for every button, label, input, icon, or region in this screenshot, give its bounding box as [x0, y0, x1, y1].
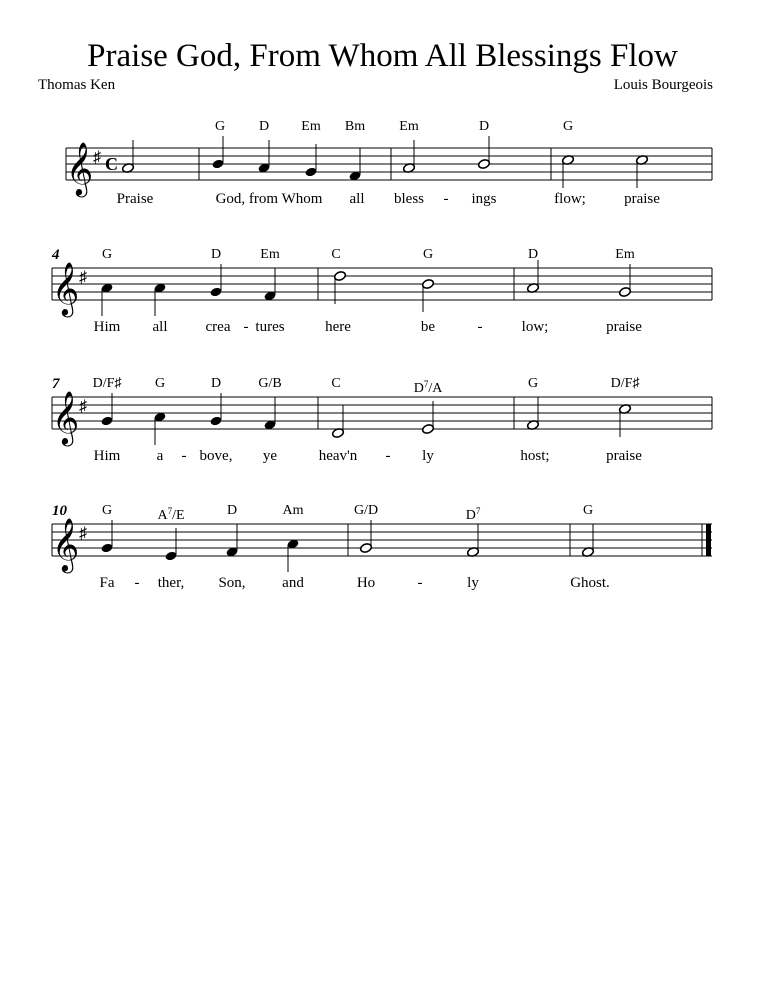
- chord-symbol: G: [214, 119, 226, 134]
- lyric: -: [385, 448, 391, 464]
- chord-symbol: D/F♯: [610, 376, 640, 391]
- lyric: ye: [262, 448, 278, 464]
- lyric: ly: [467, 575, 479, 591]
- lyric: -: [477, 319, 483, 335]
- chord-symbol-d7: $D^7$: [465, 506, 481, 523]
- lyric: praise: [624, 191, 660, 207]
- chord-symbol: D/F♯: [92, 376, 122, 391]
- key-sharp-icon: ♯: [79, 269, 87, 286]
- lyric: praise: [606, 319, 642, 335]
- lyric: flow;: [554, 191, 586, 207]
- staff-2: [0, 246, 765, 356]
- measure-number: 10: [52, 503, 67, 519]
- chord-symbol: G: [101, 503, 113, 518]
- lyric: Ghost.: [570, 575, 610, 591]
- chord-symbol: Em: [399, 119, 419, 134]
- lyricist-credit: Thomas Ken: [38, 77, 116, 93]
- treble-clef-icon: 𝄞: [66, 141, 94, 195]
- key-sharp-icon: ♯: [79, 525, 87, 542]
- measure-number: 4: [52, 247, 60, 263]
- composer-credit: Louis Bourgeois: [613, 77, 713, 93]
- chord-symbol: Bm: [344, 119, 366, 134]
- chord-symbol: Am: [282, 503, 304, 518]
- chord-symbol: G/D: [353, 503, 379, 518]
- chord-symbol: G: [101, 247, 113, 262]
- lyric: be: [420, 319, 436, 335]
- chord-symbol: D: [258, 119, 270, 134]
- lyric: all: [152, 319, 168, 335]
- chord-symbol-d7a: $D^7/A$: [413, 379, 443, 396]
- key-sharp-icon: ♯: [79, 398, 87, 415]
- lyric: all: [349, 191, 365, 207]
- lyric: praise: [606, 448, 642, 464]
- chord-symbol: G/B: [258, 376, 282, 391]
- lyric: Ho: [356, 575, 376, 591]
- lyric: God, from Whom: [215, 191, 323, 207]
- chord-symbol: G: [562, 119, 574, 134]
- staff-system-3: [0, 375, 765, 485]
- common-time-icon: C: [105, 154, 118, 174]
- lyric: Him: [93, 319, 121, 335]
- chord-symbol-a7e: $A^7/E$: [157, 506, 185, 523]
- staff-3: [0, 375, 765, 485]
- staff-system-2: [0, 246, 765, 356]
- staff-4: [0, 502, 765, 612]
- chord-symbol: C: [331, 247, 341, 262]
- chord-symbol: G: [582, 503, 594, 518]
- treble-clef-icon: 𝄞: [52, 261, 80, 315]
- lyric: Fa: [99, 575, 115, 591]
- notes: [101, 393, 632, 445]
- lyric: -: [181, 448, 187, 464]
- lyric: ings: [471, 191, 497, 207]
- chord-symbol: G: [527, 376, 539, 391]
- final-barline: [706, 524, 711, 556]
- lyric: crea: [205, 319, 231, 335]
- treble-clef-icon: 𝄞: [52, 517, 80, 571]
- chord-symbol: D: [210, 247, 222, 262]
- measure-number: 7: [52, 376, 60, 392]
- song-title: Praise God, From Whom All Blessings Flow: [87, 38, 678, 74]
- chord-symbol: G: [422, 247, 434, 262]
- lyric: -: [134, 575, 140, 591]
- lyric: -: [417, 575, 423, 591]
- chord-symbol: D: [226, 503, 238, 518]
- staff-system-4: [0, 502, 765, 612]
- lyric: ly: [422, 448, 434, 464]
- treble-clef-icon: 𝄞: [52, 390, 80, 444]
- lyric: -: [243, 319, 249, 335]
- chord-symbol: D: [478, 119, 490, 134]
- chord-symbol: Em: [301, 119, 321, 134]
- lyric: bless: [394, 191, 424, 207]
- lyric: here: [325, 319, 351, 335]
- lyric: tures: [255, 319, 285, 335]
- lyric: host;: [520, 448, 550, 464]
- lyric: bove,: [199, 448, 233, 464]
- chord-symbol: Em: [260, 247, 280, 262]
- chord-symbol: G: [154, 376, 166, 391]
- lyric: heav'n: [318, 448, 358, 464]
- lyric: Him: [93, 448, 121, 464]
- lyric: -: [443, 191, 449, 207]
- chord-symbol: D: [210, 376, 222, 391]
- staff-system-1: [0, 118, 765, 228]
- lyric: a: [156, 448, 164, 464]
- chord-symbol: C: [331, 376, 341, 391]
- lyric: and: [282, 575, 304, 591]
- lyric: Son,: [218, 575, 246, 591]
- staff-1: [0, 118, 765, 228]
- lyric: low;: [521, 319, 549, 335]
- chord-symbol: D: [527, 247, 539, 262]
- lyric: Praise: [116, 191, 154, 207]
- key-sharp-icon: ♯: [93, 149, 101, 166]
- lyric: ther,: [157, 575, 185, 591]
- chord-symbol: Em: [615, 247, 635, 262]
